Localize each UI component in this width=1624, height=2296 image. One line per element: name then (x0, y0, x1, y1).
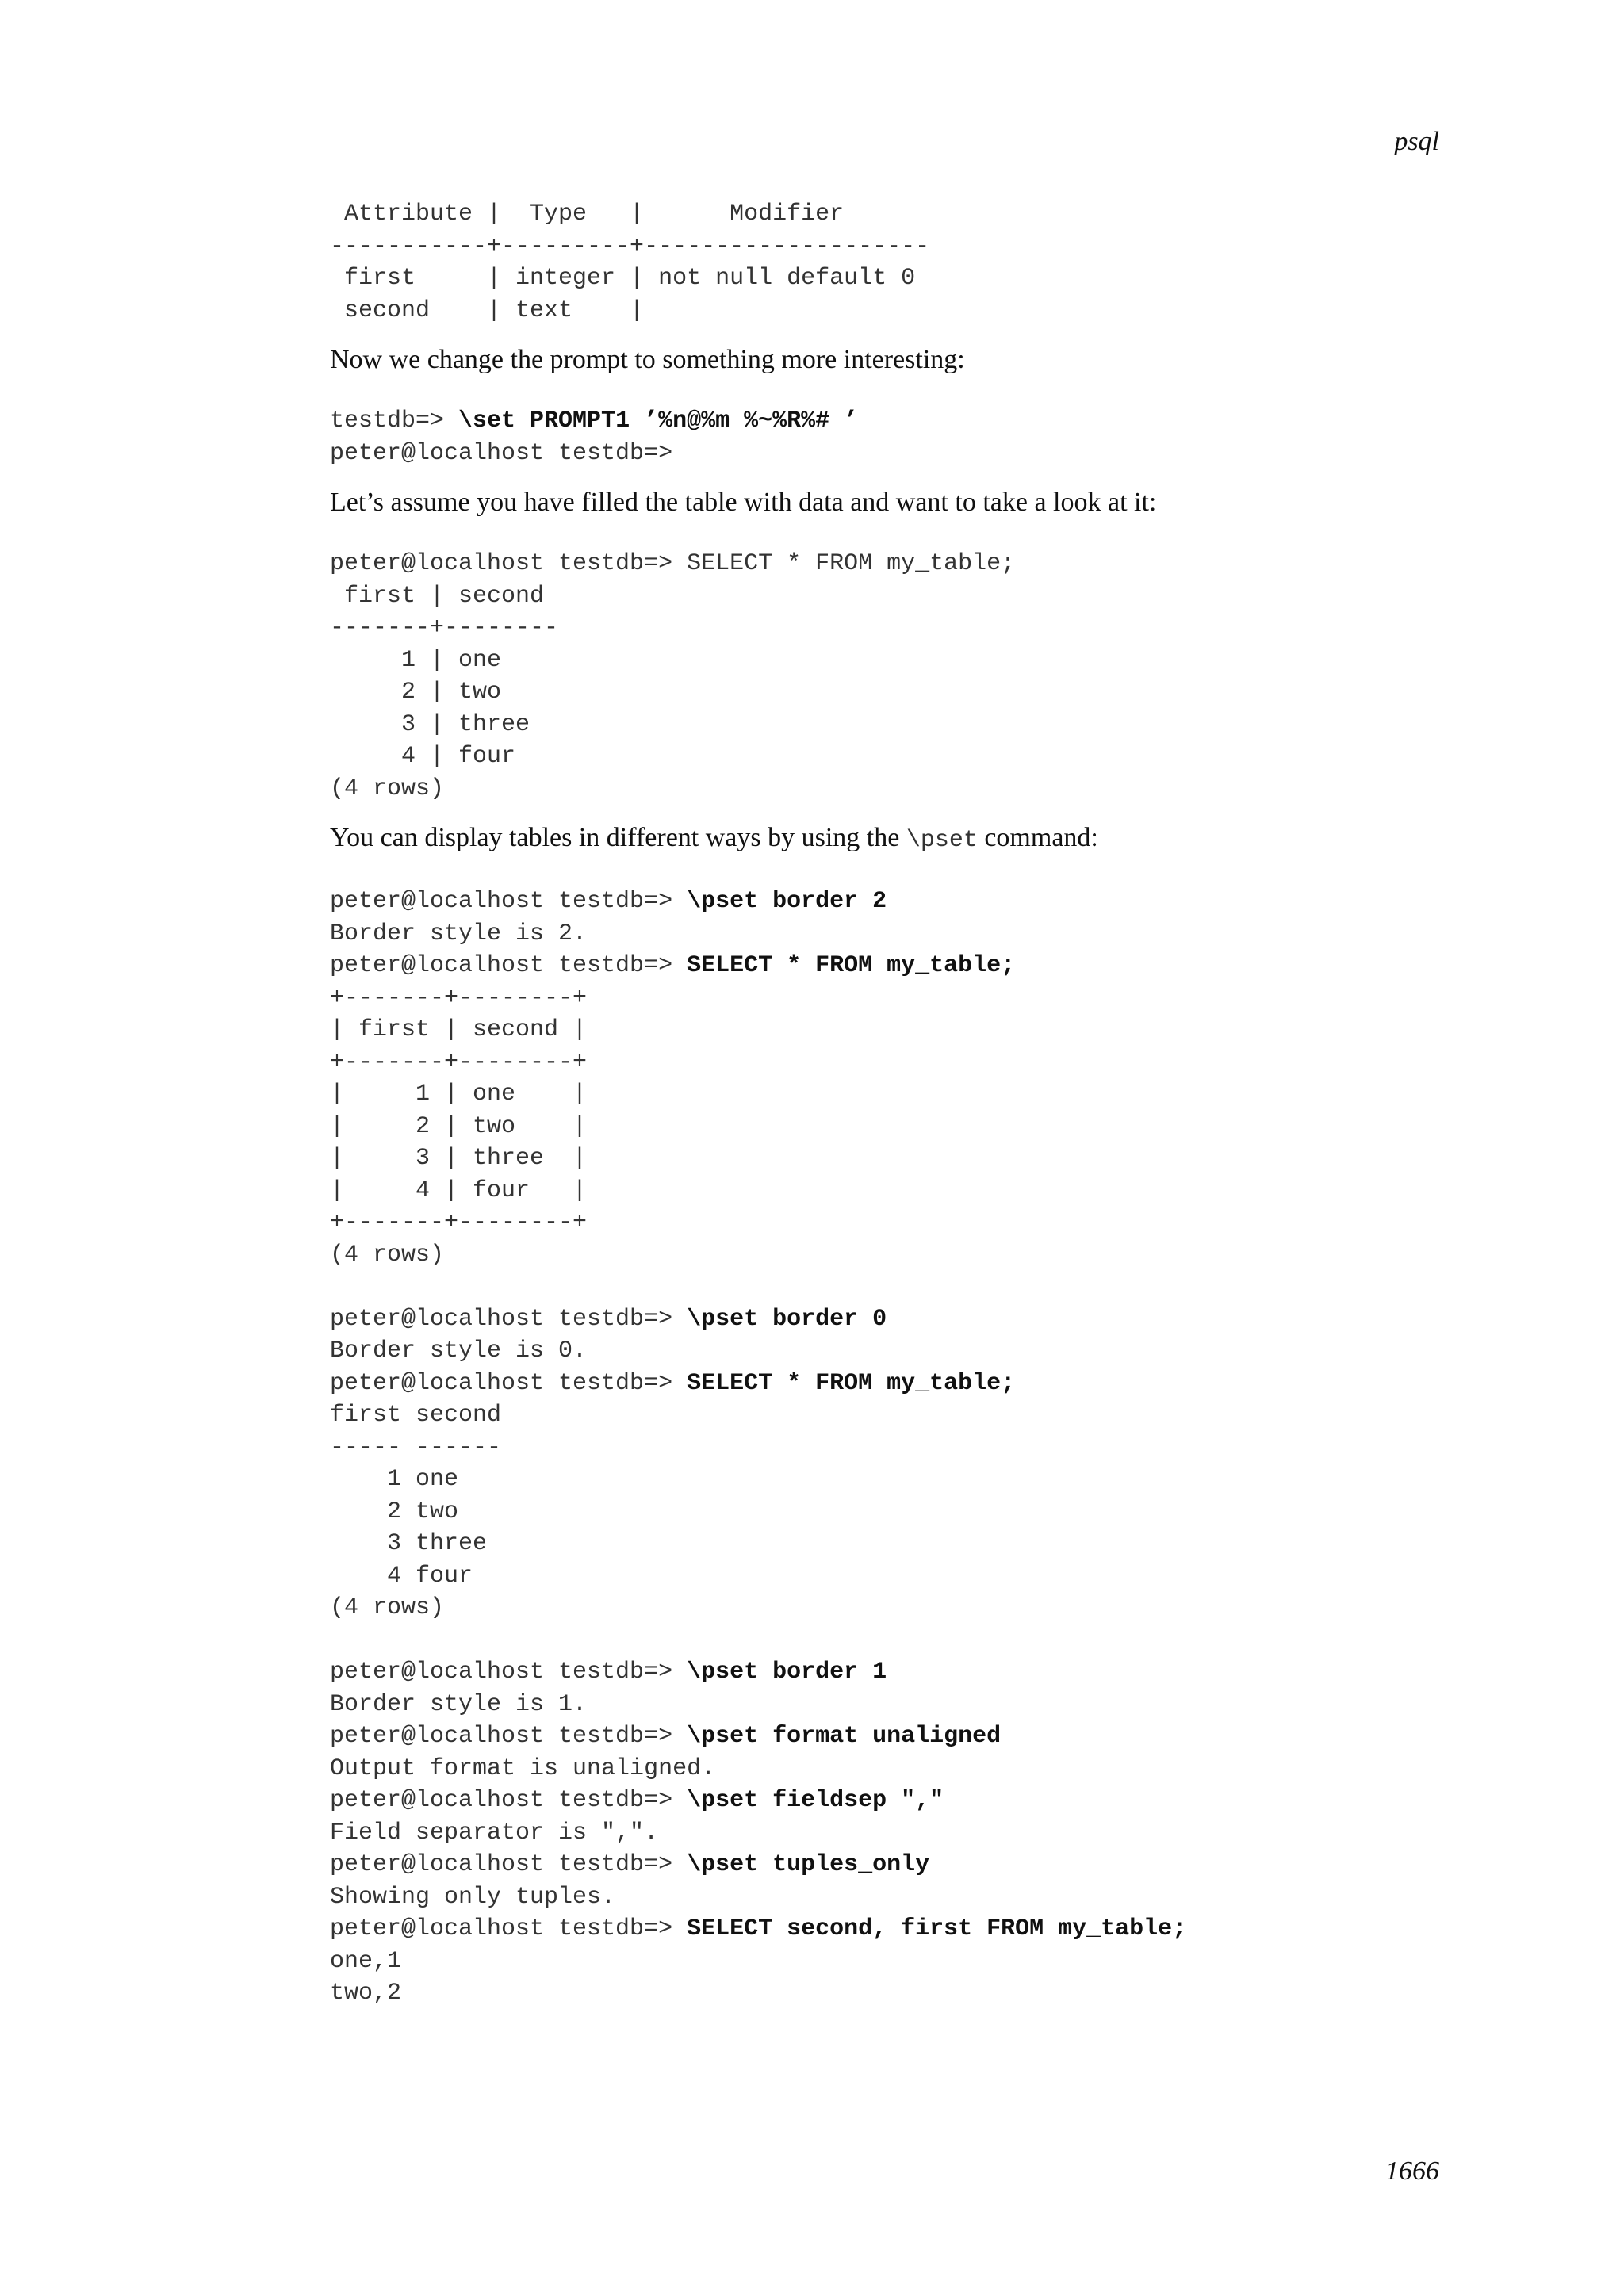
inline-code-pset: \pset (906, 827, 978, 854)
border0-example (330, 1303, 1440, 1624)
code-line: Field separator is ",". (330, 1819, 659, 1846)
code-command: SELECT * FROM my_table; (687, 1369, 1016, 1397)
code-prompt: testdb=> (330, 408, 459, 434)
code-line: 1 one (330, 1466, 459, 1493)
unaligned-example (330, 1656, 1440, 2010)
select-default-output (330, 548, 1440, 805)
code-command: \pset border 1 (687, 1659, 887, 1686)
code-prompt: peter@localhost testdb=> (330, 1851, 688, 1878)
paragraph-pset (330, 822, 1440, 856)
code-line: Showing only tuples. (330, 1883, 616, 1911)
code-line: | 1 | one | (330, 1081, 588, 1108)
code-line: -----------+---------+-------------------- (330, 232, 930, 260)
code-line: | 2 | two | (330, 1112, 588, 1140)
code-line: Border style is 0. (330, 1337, 588, 1364)
page-body (330, 198, 1440, 2010)
code-prompt: peter@localhost testdb=> (330, 1305, 688, 1333)
paragraph-text: command: (977, 823, 1098, 852)
describe-table-output (330, 198, 1440, 327)
code-line: second | text | (330, 297, 645, 324)
code-line: first | integer | not null default 0 (330, 265, 916, 292)
code-line: first second (330, 1402, 502, 1429)
paragraph-change-prompt: Now we change the prompt to something more interesting: (330, 345, 965, 374)
code-prompt: peter@localhost testdb=> (330, 1787, 688, 1814)
code-line: peter@localhost testdb=> SELECT * FROM my_table; (330, 550, 1016, 577)
prompt-example (330, 405, 1440, 469)
code-command: SELECT * FROM my_table; (687, 952, 1016, 979)
code-line: one,1 (330, 1947, 402, 1975)
code-command: \pset border 0 (687, 1305, 887, 1333)
code-line: Output format is unaligned. (330, 1755, 716, 1782)
code-command: \pset format unaligned (687, 1723, 1002, 1750)
code-line: +-------+--------+ (330, 1209, 588, 1236)
code-line: 2 two (330, 1498, 459, 1525)
code-line: 2 | two (330, 679, 502, 706)
code-line: 3 three (330, 1530, 488, 1557)
code-line: (4 rows) (330, 775, 445, 802)
code-line: (4 rows) (330, 1594, 445, 1621)
code-line: Border style is 2. (330, 920, 588, 947)
running-head: psql (1394, 127, 1439, 156)
code-line: (4 rows) (330, 1241, 445, 1269)
border2-example (330, 886, 1440, 1271)
code-line: 4 four (330, 1562, 473, 1590)
code-line: +-------+--------+ (330, 1048, 588, 1076)
code-line: two,2 (330, 1980, 402, 2007)
code-command: \pset fieldsep "," (687, 1787, 944, 1814)
code-command: \pset tuples_only (687, 1851, 930, 1878)
paragraph-text: You can display tables in different ways by using the (330, 823, 906, 852)
code-command: \set PROMPT1 ’%n@%m %~%R%# ’ (458, 408, 859, 434)
code-prompt: peter@localhost testdb=> (330, 1369, 688, 1397)
code-line: Border style is 1. (330, 1690, 588, 1718)
code-prompt: peter@localhost testdb=> (330, 1723, 688, 1750)
code-line: Attribute | Type | Modifier (330, 201, 845, 228)
code-line: | 3 | three | (330, 1145, 588, 1172)
code-line: 4 | four (330, 743, 516, 770)
code-prompt: peter@localhost testdb=> (330, 888, 688, 915)
code-command: \pset border 2 (687, 888, 887, 915)
code-line: | 4 | four | (330, 1177, 588, 1204)
code-line: ----- ------ (330, 1433, 502, 1461)
code-prompt: peter@localhost testdb=> (330, 1659, 688, 1686)
code-prompt: peter@localhost testdb=> (330, 952, 688, 979)
code-line: 1 | one (330, 646, 502, 674)
page-number: 1666 (1385, 2156, 1439, 2186)
code-prompt: peter@localhost testdb=> (330, 1915, 688, 1942)
code-line: -------+-------- (330, 614, 559, 641)
code-line: | first | second | (330, 1016, 588, 1043)
paragraph-filled-table: Let’s assume you have filled the table with data and want to take a look at it: (330, 488, 1157, 517)
code-line: 3 | three (330, 710, 530, 738)
code-line: +-------+--------+ (330, 984, 588, 1012)
code-line: first | second (330, 582, 545, 610)
code-line: peter@localhost testdb=> (330, 439, 673, 467)
code-command: SELECT second, first FROM my_table; (687, 1915, 1187, 1942)
